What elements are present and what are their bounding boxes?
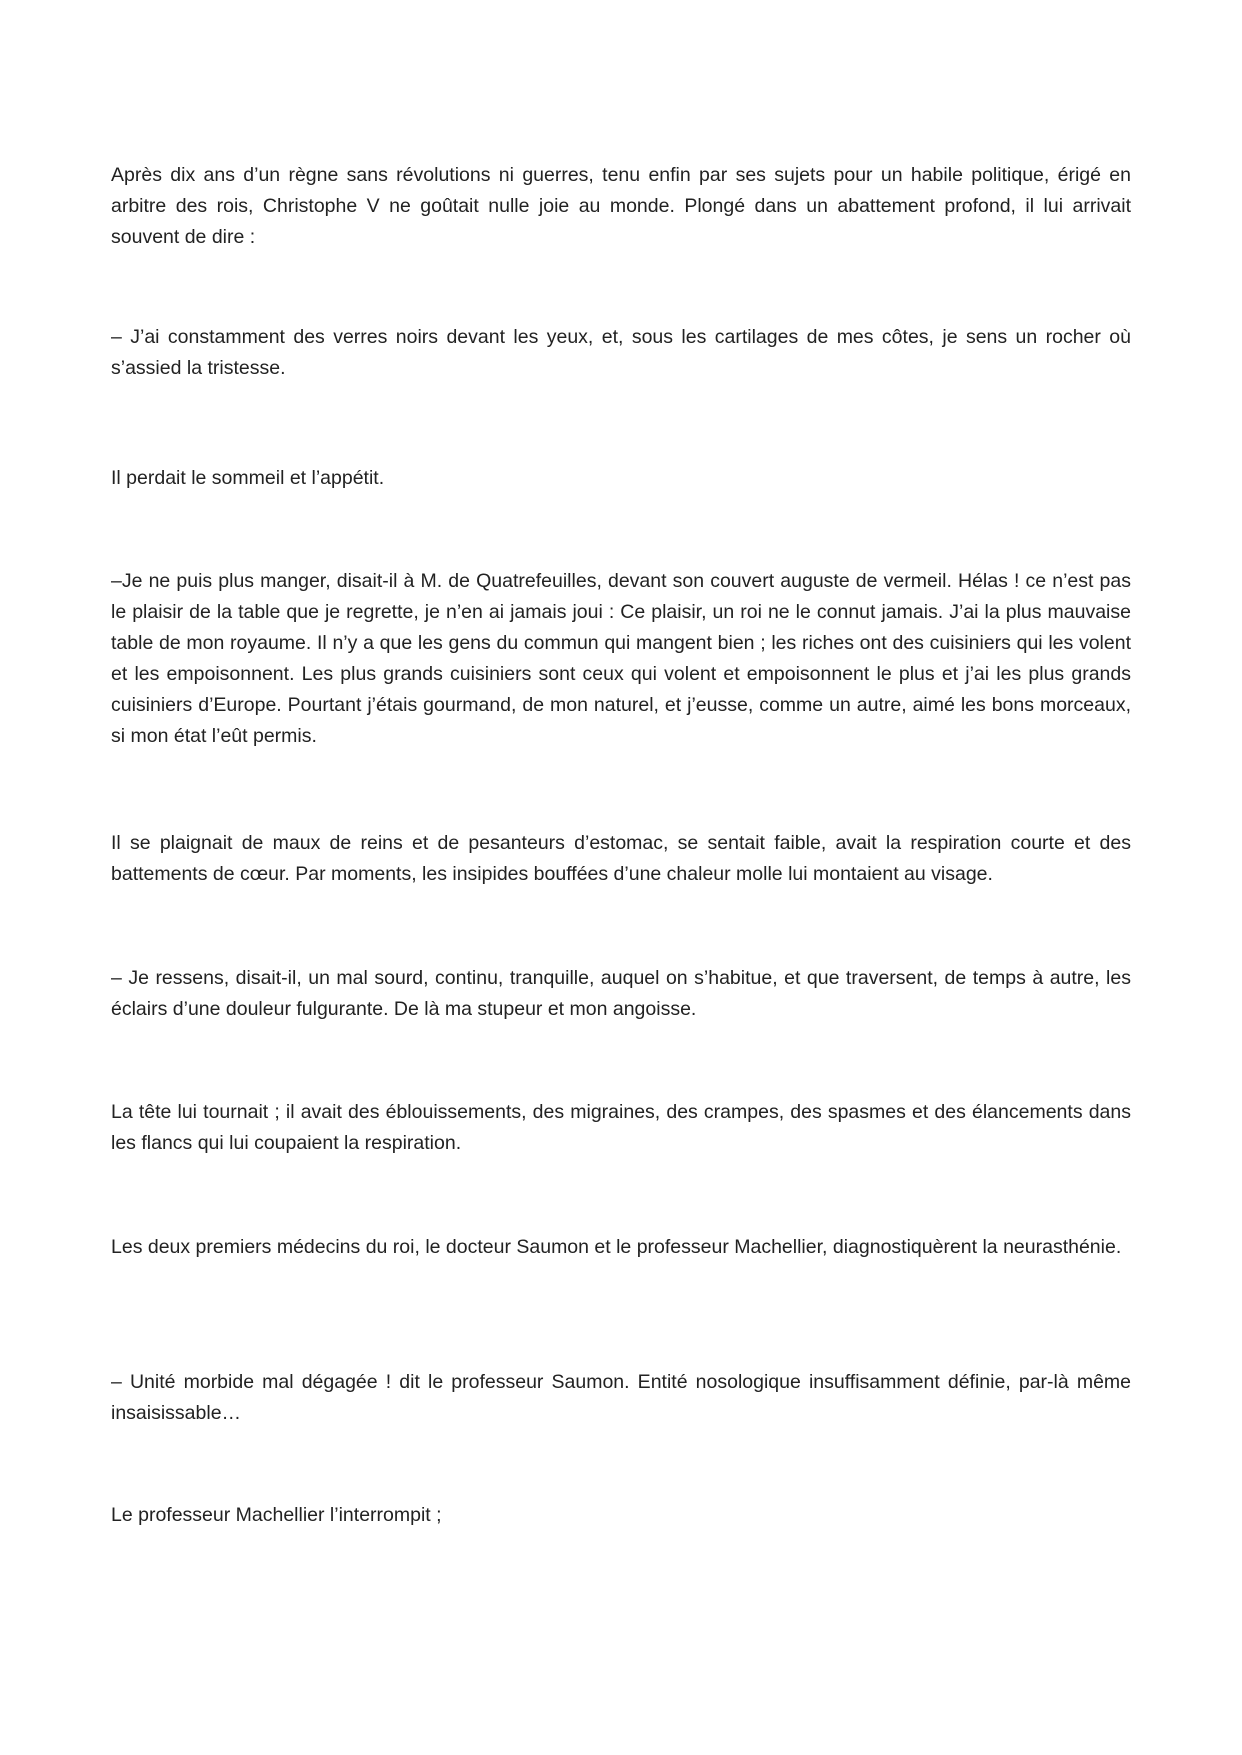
paragraph-1: Après dix ans d’un règne sans révolutions ni guerres, tenu enfin par ses sujets pour un habile politique, érigé en arbitre des rois, Christophe V ne goûtait nulle joie au monde. Plongé dans un abattement profond, il lui arrivait souvent de dire : (111, 164, 1131, 248)
paragraph-5: Il se plaignait de maux de reins et de pesanteurs d’estomac, se sentait faible, avait la respiration courte et des battements de cœur. Par moments, les insipides bouffées d’une chaleur molle lui montaient au visage. (111, 832, 1131, 885)
paragraph-2: – J’ai constamment des verres noirs devant les yeux, et, sous les cartilages de mes côtes, je sens un rocher où s’assied la tristesse. (111, 326, 1131, 379)
paragraph-7: La tête lui tournait ; il avait des éblouissements, des migraines, des crampes, des spasmes et des élancements dans les flancs qui lui coupaient la respiration. (111, 1101, 1131, 1154)
paragraph-9: – Unité morbide mal dégagée ! dit le professeur Saumon. Entité nosologique insuffisamment définie, par-là même insaisissable… (111, 1371, 1131, 1424)
paragraph-3: Il perdait le sommeil et l’appétit. (111, 467, 385, 489)
paragraph-10: Le professeur Machellier l’interrompit ; (111, 1504, 442, 1526)
paragraph-8: Les deux premiers médecins du roi, le docteur Saumon et le professeur Machellier, diagnostiquèrent la neurasthénie. (111, 1236, 1122, 1258)
paragraph-6: – Je ressens, disait-il, un mal sourd, continu, tranquille, auquel on s’habitue, et que traversent, de temps à autre, les éclairs d’une douleur fulgurante. De là ma stupeur et mon angoisse. (111, 967, 1131, 1020)
paragraph-4: –Je ne puis plus manger, disait-il à M. de Quatrefeuilles, devant son couvert auguste de vermeil. Hélas ! ce n’est pas le plaisir de la table que je regrette, je n’en ai jamais joui : Ce plaisir, un roi ne le connut jamais. J’ai la plus mauvaise table de mon royaume. Il n’y a que les gens du commun qui mangent bien ; les riches ont des cuisiniers qui les volent et les empoisonnent. Les plus grands cuisiniers sont ceux qui volent et empoisonnent le plus et j’ai les plus grands cuisiniers d’Europe. Pourtant j’étais gourmand, de mon naturel, et j’eusse, comme un autre, aimé les bons morceaux, si mon état l’eût permis. (111, 570, 1131, 747)
